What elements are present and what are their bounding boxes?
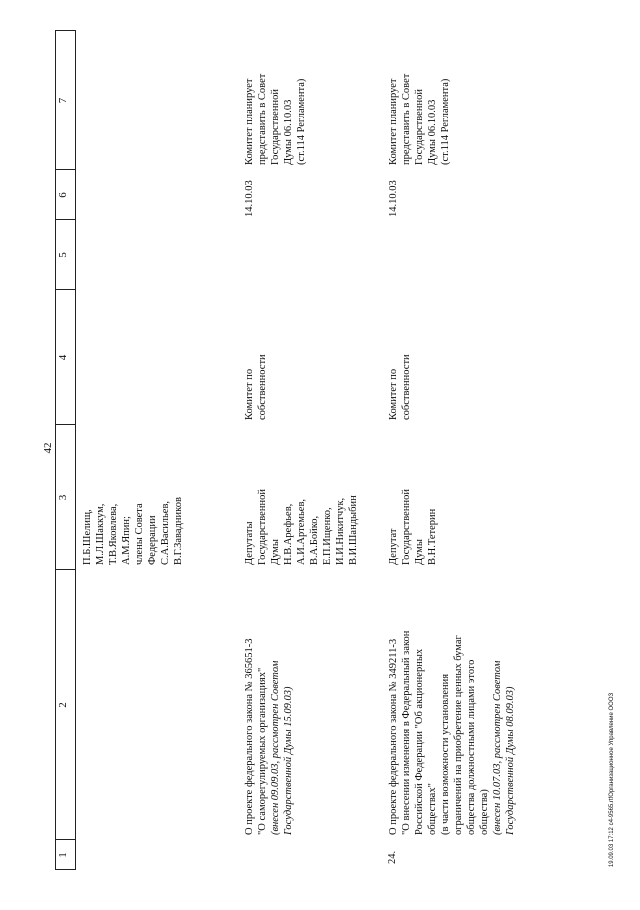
column-header-3: 3	[57, 494, 69, 501]
author-line: Думы	[270, 539, 281, 565]
notes-line: представить в Совет	[401, 73, 412, 165]
author-line: П.Б.Шелищ,	[82, 509, 93, 565]
author-line: Государственной	[257, 489, 268, 565]
row-0-authors	[81, 425, 185, 565]
row-2-notes	[387, 31, 452, 165]
row-1-notes	[243, 31, 308, 165]
bill-title-line: "О внесении изменения в Федеральный закон	[401, 630, 412, 835]
column-header-6: 6	[57, 192, 69, 198]
row-1-committee	[243, 290, 269, 420]
notes-line: Государственной	[270, 89, 281, 165]
notes-line: Комитет планирует	[388, 78, 399, 165]
committee-line: собственности	[401, 354, 412, 420]
row-2-number: 24.	[387, 850, 398, 864]
author-line: Думы	[414, 539, 425, 565]
column-header-5: 5	[57, 252, 69, 258]
column-header-1: 1	[57, 852, 69, 858]
author-line: Федерации	[147, 515, 158, 565]
bill-title-line: "О саморегулируемых организациях"	[257, 667, 268, 835]
bill-title-line: О проекте федерального закона № 365651-3	[244, 638, 255, 835]
row-2-committee	[387, 290, 413, 420]
bill-title-line: обществах"	[427, 783, 438, 835]
bill-title-line: О проекте федерального закона № 349211-3	[388, 638, 399, 835]
header-bottom-line	[75, 30, 76, 870]
date-text: 14.10.03	[388, 180, 399, 217]
footer-text: 19.09.03 17:12 c4-9565.rtfОрганизационное Управление ОООЗ	[609, 692, 615, 868]
notes-line: (ст.114 Регламента)	[296, 78, 307, 165]
author-line: А.И.Артемьев,	[296, 498, 307, 565]
page-number: 42	[42, 442, 54, 454]
author-line: В.А.Бойко,	[309, 515, 320, 565]
notes-line: Государственной	[414, 89, 425, 165]
author-line: Н.В.Арефьев,	[283, 503, 294, 565]
notes-line: Думы 06.10.03	[427, 99, 438, 165]
author-line: Т.В.Яковлева,	[108, 503, 119, 565]
legislation-table	[55, 30, 605, 870]
bill-title-line: (в части возможности установления	[440, 673, 451, 835]
column-header-2: 2	[57, 702, 69, 708]
bill-note-line: Государственной Думы 15.09.03)	[283, 686, 294, 835]
author-line: В.Н.Тетерин	[427, 508, 438, 565]
bill-note-line: (внесен 09.09.03, рассмотрен Советом	[270, 660, 281, 835]
header-top-line	[55, 30, 56, 870]
author-line: Депутат	[388, 528, 399, 565]
row-1-bill	[243, 570, 295, 835]
author-line: В.И.Шандыбин	[348, 495, 359, 565]
author-line: А.М.Япин;	[121, 516, 132, 565]
author-line: С.А.Васильев,	[160, 500, 171, 565]
author-line: Депутаты	[244, 521, 255, 565]
author-line: Е.П.Ищенко,	[322, 507, 333, 565]
row-1-authors	[243, 425, 360, 565]
notes-line: Думы 06.10.03	[283, 99, 294, 165]
bill-note-line: Государственной Думы 08.09.03)	[505, 686, 516, 835]
row-2-bill	[387, 570, 517, 835]
bill-title-line: Российской Федерации "Об акционерных	[414, 648, 425, 835]
author-line: И.И.Никитчук,	[335, 497, 346, 565]
bill-note-line: (внесен 10.07.03, рассмотрен Советом	[492, 660, 503, 835]
row-1-date	[243, 170, 256, 217]
committee-line: Комитет по	[388, 368, 399, 420]
bill-title-line: общества должностными лицами этого	[466, 659, 477, 835]
author-line: М.Л.Шаккум,	[95, 503, 106, 565]
bill-title-line: ограничений на приобретение ценных бумаг	[453, 635, 464, 835]
bill-title-line: общества)	[479, 789, 490, 835]
author-line: члены Совета	[134, 503, 145, 565]
notes-line: представить в Совет	[257, 73, 268, 165]
notes-line: Комитет планирует	[244, 78, 255, 165]
row-2-authors	[387, 425, 439, 565]
date-text: 14.10.03	[244, 180, 255, 217]
column-header-7: 7	[57, 97, 69, 104]
column-header-4: 4	[57, 354, 69, 361]
notes-line: (ст.114 Регламента)	[440, 78, 451, 165]
committee-line: собственности	[257, 354, 268, 420]
author-line: В.Г.Завадников	[173, 497, 184, 565]
committee-line: Комитет по	[244, 368, 255, 420]
row-2-date	[387, 170, 400, 217]
author-line: Государственной	[401, 489, 412, 565]
